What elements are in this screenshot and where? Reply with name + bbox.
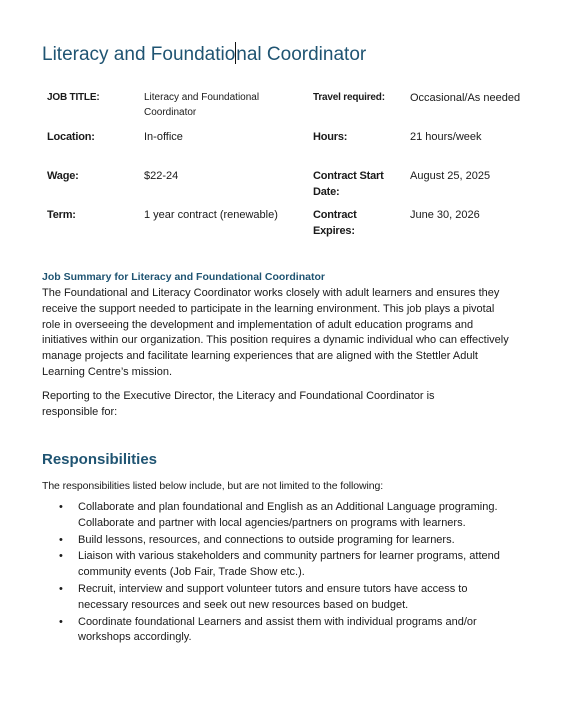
table-row — [42, 90, 545, 129]
wage-label: Wage: — [47, 170, 79, 182]
contract-expires-label: Contract Expires: — [313, 209, 357, 237]
location-value: In-office — [144, 131, 183, 143]
job-summary-paragraph: The Foundational and Literacy Coordinator works closely with adult learners and ensures they receive the support needed to participate in the learning environment. This job plays a pivotal role in overseeing the development and implementation of adult education programs and initiatives within our organization. This position requires a dynamic individual who can effectively manage projects and facilitate learning experiences that are aligned with the Stettler Adult Learning Centre’s mission. — [42, 287, 509, 378]
bullet-icon: • — [59, 550, 63, 563]
bullet-icon: • — [59, 615, 63, 628]
responsibilities-intro: The responsibilities listed below include, but are not limited to the following: — [42, 480, 384, 492]
job-summary-heading: Job Summary for Literacy and Foundational Coordinator — [42, 271, 325, 283]
job-title-value: Literacy and Foundational Coordinator — [144, 92, 260, 118]
list-item-text: Build lessons, resources, and connections to outside programing for learners. — [78, 533, 455, 546]
job-info-table — [42, 90, 545, 243]
title-text-start: Literacy and Foundatio — [42, 44, 236, 65]
table-row — [42, 207, 545, 243]
list-item — [42, 582, 514, 614]
list-item — [42, 533, 514, 549]
list-item — [42, 500, 514, 532]
table-row — [42, 129, 545, 168]
responsibilities-list — [42, 500, 514, 647]
document-title[interactable] — [42, 42, 366, 66]
list-item-text: Recruit, interview and support volunteer tutors and ensure tutors have access to necessary resources and seek out new resources based on budget. — [78, 582, 468, 611]
bullet-icon: • — [59, 533, 63, 546]
term-value: 1 year contract (renewable) — [144, 209, 278, 221]
travel-label: Travel required: — [313, 92, 385, 103]
reporting-paragraph: Reporting to the Executive Director, the Literacy and Foundational Coordinator is responsible for: — [42, 390, 435, 418]
hours-label: Hours: — [313, 131, 348, 143]
wage-value: $22-24 — [144, 170, 179, 182]
list-item — [42, 615, 514, 647]
bullet-icon: • — [59, 501, 63, 513]
job-title-label: JOB TITLE: — [47, 92, 100, 103]
term-label: Term: — [47, 209, 76, 221]
bullet-icon: • — [59, 582, 63, 595]
title-text-end: nal Coordinator — [236, 44, 367, 65]
contract-expires-value: June 30, 2026 — [410, 209, 480, 221]
table-row — [42, 168, 545, 207]
location-label: Location: — [47, 131, 95, 143]
contract-start-value: August 25, 2025 — [410, 170, 491, 182]
hours-value: 21 hours/week — [410, 131, 482, 143]
responsibilities-heading: Responsibilities — [42, 451, 158, 468]
travel-value: Occasional/As needed — [410, 92, 521, 104]
list-item-text: Coordinate foundational Learners and assist them with individual programs and/or workshops accordingly. — [78, 615, 477, 644]
list-item-text: Liaison with various stakeholders and community partners for learner programs, attend community events (Job Fair, Trade Show etc.). — [78, 550, 500, 579]
list-item-text: Collaborate and plan foundational and English as an Additional Language programing. Collaborate and partner with local agencies/partners on programs with learners. — [78, 501, 498, 529]
contract-start-label: Contract Start Date: — [313, 170, 384, 198]
list-item — [42, 549, 514, 581]
